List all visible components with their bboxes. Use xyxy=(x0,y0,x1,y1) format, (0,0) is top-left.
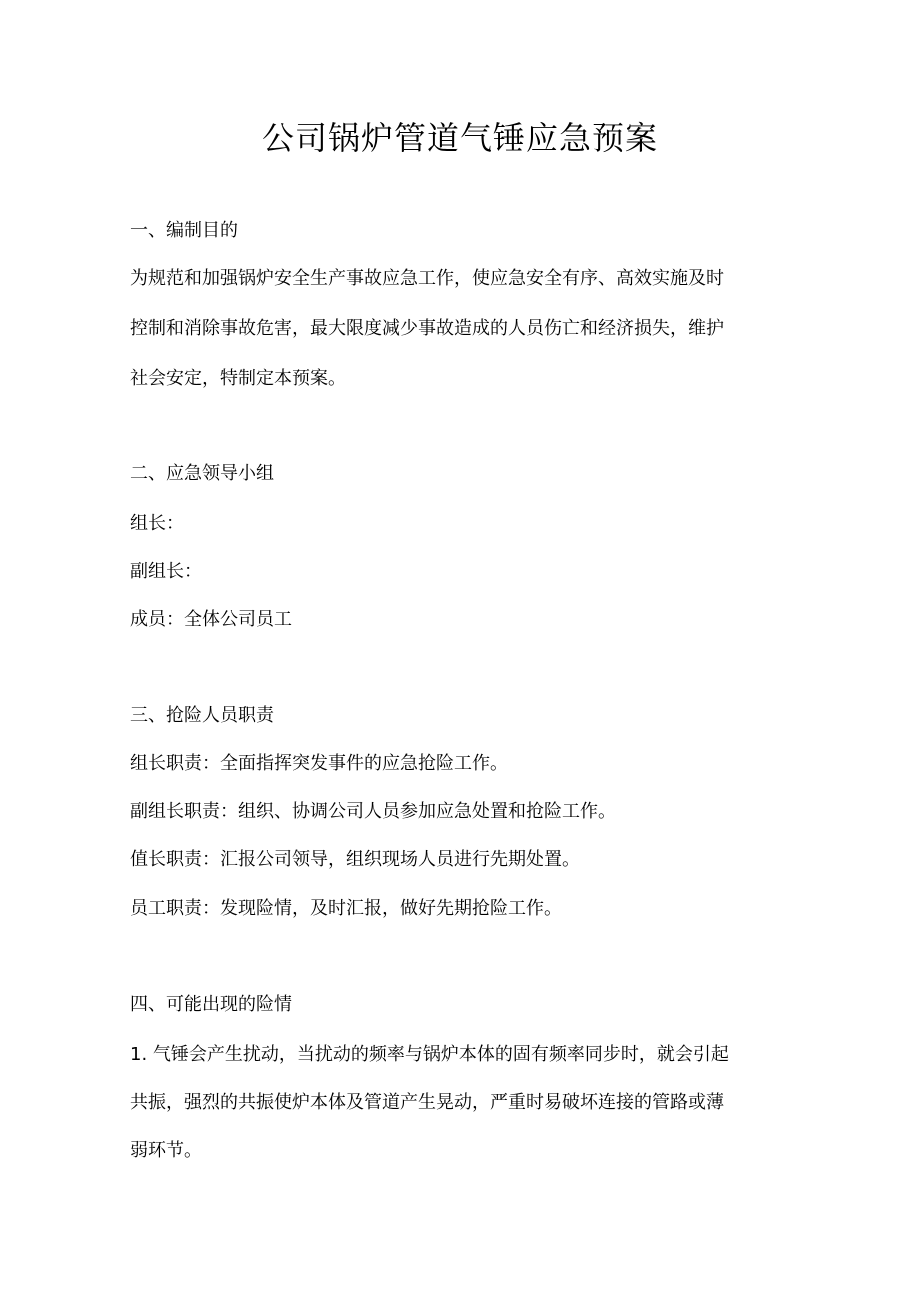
duty-item-4: 员工职责：发现险情，及时汇报，做好先期抢险工作。 xyxy=(130,898,562,919)
duty-item-1: 组长职责：全面指挥突发事件的应急抢险工作。 xyxy=(130,753,508,774)
section3-heading: 三、抢险人员职责 xyxy=(130,705,274,726)
section1-heading: 一、编制目的 xyxy=(130,220,238,241)
members-line: 成员：全体公司员工 xyxy=(130,609,292,630)
section1-line-2: 控制和消除事故危害，最大限度减少事故造成的人员伤亡和经济损失，维护 xyxy=(130,318,724,339)
section4-line-2: 共振，强烈的共振使炉本体及管道产生晃动，严重时易破坏连接的管路或薄 xyxy=(130,1092,724,1113)
duty-item-2: 副组长职责：组织、协调公司人员参加应急处置和抢险工作。 xyxy=(130,801,616,822)
duty-item-3: 值长职责：汇报公司领导，组织现场人员进行先期处置。 xyxy=(130,849,580,870)
deputy-leader-line: 副组长： xyxy=(130,561,202,582)
section4-heading: 四、可能出现的险情 xyxy=(130,994,292,1015)
section4-line-3: 弱环节。 xyxy=(130,1140,202,1161)
section1-line-1: 为规范和加强锅炉安全生产事故应急工作，使应急安全有序、高效实施及时 xyxy=(130,268,724,289)
section1-line-3: 社会安定，特制定本预案。 xyxy=(130,368,346,389)
section2-heading: 二、应急领导小组 xyxy=(130,463,274,484)
section4-line-1: 1. 气锤会产生扰动，当扰动的频率与锅炉本体的固有频率同步时，就会引起 xyxy=(130,1044,729,1065)
document-title: 公司锅炉管道气锤应急预案 xyxy=(261,119,658,157)
leader-line: 组长： xyxy=(130,513,184,534)
